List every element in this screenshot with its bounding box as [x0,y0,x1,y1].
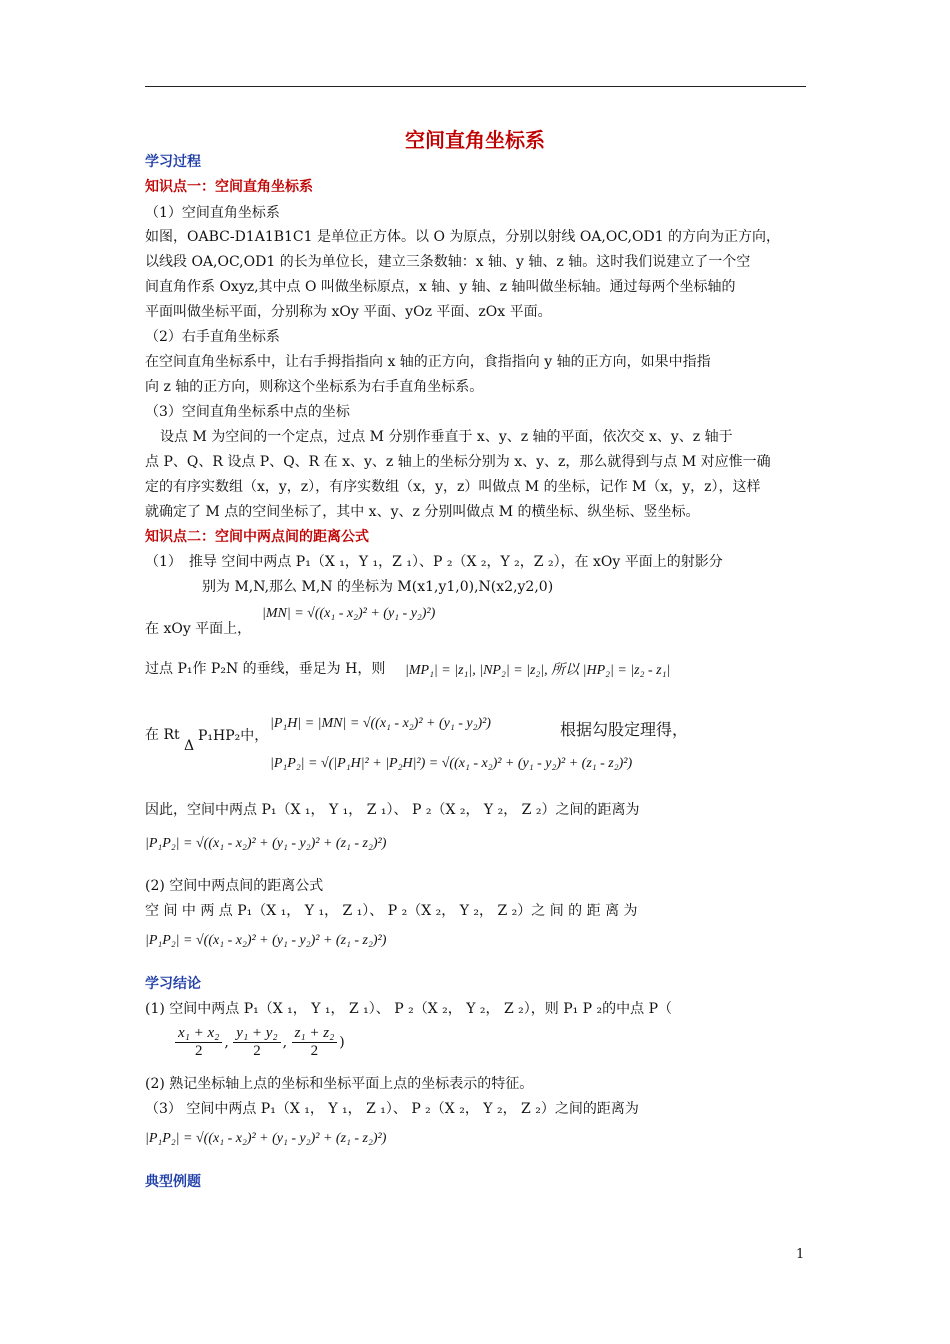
point1-para1-line3: 间直角作系 Oxyz,其中点 O 叫做坐标原点，x 轴、y 轴、z 轴叫做坐标轴。通过每两个坐标轴的 [145,279,736,295]
point1-sub3: （3）空间直角坐标系中点的坐标 [145,404,350,420]
midpoint-x-denominator: 2 [194,1043,203,1059]
formula-mn: |MN| = √((x₁ - x₂)² + (y₁ - y₂)²) [262,606,436,621]
page-number: 1 [796,1247,805,1262]
midpoint-close-paren: ) [339,1034,345,1051]
point1-para2-line1: 在空间直角坐标系中，让右手拇指指向 x 轴的正方向，食指指向 y 轴的正方向，如果中指指 [145,354,711,370]
section-learning-process: 学习过程 [145,154,201,170]
point1-para3-line1: 设点 M 为空间的一个定点，过点 M 分别作垂直于 x、y、z 轴的平面，依次交 x、y、z 轴于 [160,429,733,445]
midpoint-y-numerator: y₁ + y₂ [233,1025,280,1043]
point1-sub2: （2）右手直角坐标系 [145,329,280,345]
derivation-line1: （1） 推导 空间中两点 P₁（X ₁，Y ₁，Z ₁）、P ₂（X ₂，Y ₂，Z ₂），在 xOy 平面上的射影分 [145,554,723,570]
midpoint-separator-1: , [224,1034,229,1051]
point2-heading: 知识点二：空间中两点间的距离公式 [145,529,369,545]
point1-para1-line2: 以线段 OA,OC,OD1 的长为单位长，建立三条数轴：x 轴、y 轴、z 轴。这时我们说建立了一个空 [145,254,751,270]
conclusion-item1: (1) 空间中两点 P₁（X ₁， Y ₁， Z ₁）、 P ₂（X ₂， Y ₂， Z ₂），则 P₁ P ₂的中点 P（ [145,1001,673,1017]
point1-heading: 知识点一：空间直角坐标系 [145,179,313,195]
formula-distance: |P₁P₂| = √((x₁ - x₂)² + (y₁ - y₂)² + (z₁ - z₂)²) [145,836,387,851]
derivation-line2: 别为 M,N,那么 M,N 的坐标为 M(x1,y1,0),N(x2,y2,0) [202,579,554,595]
triangle-symbol: Δ [184,738,195,754]
distance-formula-text: 空 间 中 两 点 P₁（X ₁， Y ₁， Z ₁）、 P ₂（X ₂， Y ₂， Z ₂）之 间 的 距 离 为 [145,903,638,919]
midpoint-formula [175,1025,345,1060]
midpoint-x-numerator: x₁ + x₂ [175,1025,222,1043]
midpoint-z-numerator: z₁ + z₂ [292,1025,338,1043]
therefore-text: 因此，空间中两点 P₁（X ₁， Y ₁， Z ₁）、 P ₂（X ₂， Y ₂， Z ₂）之间的距离为 [145,802,640,818]
midpoint-z-fraction [292,1025,338,1060]
midpoint-y-fraction [233,1025,280,1060]
point1-para2-line2: 向 z 轴的正方向，则称这个坐标系为右手直角坐标系。 [145,379,484,395]
midpoint-separator-2: , [282,1034,288,1051]
formula-mp-np-hp: |MP₁| = |z₁|, |NP₂| = |z₂|, 所以 |HP₂| = |z₂ - z₁| [405,663,671,678]
conclusion-heading: 学习结论 [145,976,201,992]
conclusion-item2: (2) 熟记坐标轴上点的坐标和坐标平面上点的坐标表示的特征。 [145,1076,534,1092]
point1-para3-line4: 就确定了 M 点的空间坐标了，其中 x、y、z 分别叫做点 M 的横坐标、纵坐标、竖坐标。 [145,504,700,520]
examples-heading: 典型例题 [145,1174,201,1190]
in-rt-label: 在 Rt [145,727,180,743]
pythagoras-text: 根据勾股定理得， [560,720,689,739]
conclusion-item3: （3） 空间中两点 P₁（X ₁， Y ₁， Z ₁）、 P ₂（X ₂， Y ₂， Z ₂）之间的距离为 [145,1101,639,1117]
perpendicular-text: 过点 P₁作 P₂N 的垂线，垂足为 H，则 [145,661,386,677]
triangle-p1hp2: P₁HP₂中， [198,728,269,744]
midpoint-y-denominator: 2 [253,1043,261,1059]
formula-distance-3: |P₁P₂| = √((x₁ - x₂)² + (y₁ - y₂)² + (z₁ - z₂)²) [145,1131,387,1146]
midpoint-z-denominator: 2 [310,1043,319,1059]
formula-distance-2: |P₁P₂| = √((x₁ - x₂)² + (y₁ - y₂)² + (z₁ - z₂)²) [145,933,387,948]
formula-p1h: |P₁H| = |MN| = √((x₁ - x₂)² + (y₁ - y₂)²) [270,716,491,731]
in-xoy-label: 在 xOy 平面上， [145,621,252,637]
formula-p1p2-derivation: |P₁P₂| = √(|P₁H|² + |P₂H|²) = √((x₁ - x₂)² + (y₁ - y₂)² + (z₁ - z₂)²) [270,756,633,771]
page-title: 空间直角坐标系 [405,128,545,152]
distance-formula-heading: (2) 空间中两点间的距离公式 [145,878,324,894]
point1-para1-line4: 平面叫做坐标平面，分别称为 xOy 平面、yOz 平面、zOx 平面。 [145,304,552,320]
point1-para3-line3: 定的有序实数组（x，y，z），有序实数组（x，y，z）叫做点 M 的坐标，记作 M（x，y，z），这样 [145,479,761,495]
midpoint-x-fraction [175,1025,222,1060]
header-rule [145,86,806,87]
point1-para1-line1: 如图，OABC-D1A1B1C1 是单位正方体。以 O 为原点，分别以射线 OA,OC,OD1 的方向为正方向， [145,229,781,245]
point1-para3-line2: 点 P、Q、R 设点 P、Q、R 在 x、y、z 轴上的坐标分别为 x、y、z，那么就得到与点 M 对应惟一确 [145,454,771,470]
point1-sub1: （1）空间直角坐标系 [145,205,280,221]
